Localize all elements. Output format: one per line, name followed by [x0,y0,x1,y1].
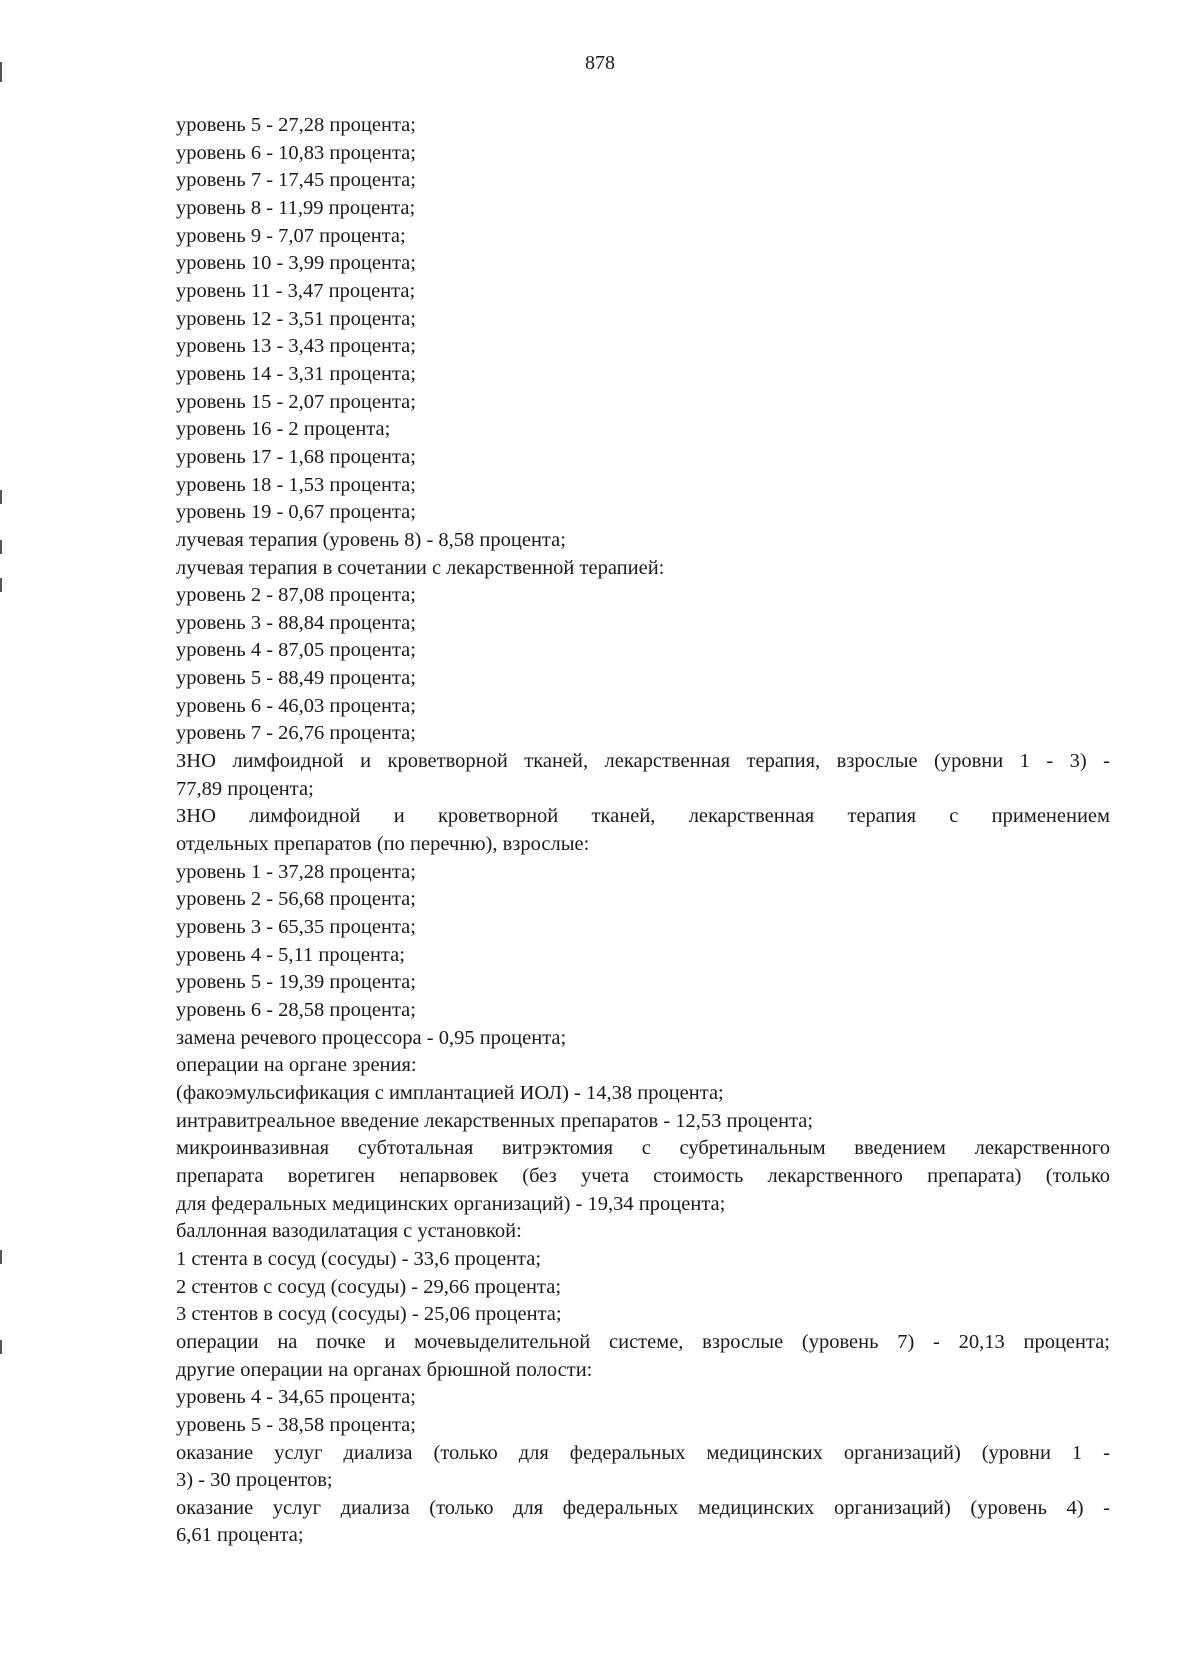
text-line: 3) - 30 процентов; [176,1469,333,1492]
text-line: лучевая терапия в сочетании с лекарственной терапией: [176,556,665,579]
text-line: уровень 13 - 3,43 процента; [176,335,416,358]
text-line: уровень 7 - 17,45 процента; [176,169,416,192]
text-line: уровень 18 - 1,53 процента; [176,473,416,496]
text-line: (факоэмульсификация с имплантацией ИОЛ) - 14,38 процента; [176,1081,724,1104]
text-line: микроинвазивная субтотальная витрэктомия с субретинальным введением лекарственного [176,1137,1110,1160]
text-line: уровень 6 - 28,58 процента; [176,999,416,1021]
text-line: уровень 2 - 87,08 процента; [176,584,416,607]
text-line: уровень 5 - 19,39 процента; [176,971,416,994]
scan-mark [0,1340,2,1354]
text-line: 6,61 процента; [176,1524,304,1547]
text-line: уровень 3 - 88,84 процента; [176,611,416,634]
text-line: отдельных препаратов (по перечню), взрослые: [176,833,590,856]
text-line: уровень 4 - 34,65 процента; [176,1386,416,1409]
text-line: ЗНО лимфоидной и кроветворной тканей, лекарственная терапия с применением [176,805,1110,828]
text-line: лучевая терапия (уровень 8) - 8,58 процента; [176,528,566,551]
scan-mark [0,540,2,554]
text-line: операции на органе зрения: [176,1054,417,1077]
text-line: уровень 2 - 56,68 процента; [176,888,416,911]
document-body [176,112,1110,1550]
text-line: уровень 9 - 7,07 процента; [176,224,406,247]
text-line: уровень 16 - 2 процента; [176,418,391,441]
text-line: уровень 6 - 10,83 процента; [176,141,416,164]
text-line: уровень 7 - 26,76 процента; [176,722,416,745]
text-line: операции на почке и мочевыделительной системе, взрослые (уровень 7) - 20,13 процента; [176,1330,1110,1353]
text-line: 77,89 процента; [176,777,314,800]
text-line: уровень 10 - 3,99 процента; [176,252,416,275]
text-line: препарата воретиген непарвовек (без учета стоимость лекарственного препарата) (только [176,1164,1110,1187]
text-line: замена речевого процессора - 0,95 процента; [176,1026,567,1049]
text-line: уровень 5 - 38,58 процента; [176,1413,416,1436]
text-line: уровень 19 - 0,67 процента; [176,501,416,524]
text-line: уровень 3 - 65,35 процента; [176,916,416,939]
text-line: 3 стентов в сосуд (сосуды) - 25,06 процента; [176,1303,562,1326]
text-line: уровень 12 - 3,51 процента; [176,307,416,330]
text-line: уровень 5 - 88,49 процента; [176,667,416,690]
page-number: 878 [585,52,615,74]
text-line: уровень 5 - 27,28 процента; [176,114,416,136]
text-line: 2 стентов с сосуд (сосуды) - 29,66 процента; [176,1275,562,1298]
text-line: другие операции на органах брюшной полости: [176,1358,593,1381]
text-line: уровень 6 - 46,03 процента; [176,694,416,717]
text-line: оказание услуг диализа (только для федеральных медицинских организаций) (уровень 4) - [176,1496,1110,1519]
scan-mark [0,578,2,592]
text-line: уровень 14 - 3,31 процента; [176,362,416,385]
text-line: уровень 1 - 37,28 процента; [176,860,416,883]
text-line: баллонная вазодилатация с установкой: [176,1220,522,1243]
text-line: уровень 15 - 2,07 процента; [176,390,416,413]
text-line: уровень 4 - 5,11 процента; [176,943,405,966]
text-line: уровень 4 - 87,05 процента; [176,639,416,662]
text-line: уровень 8 - 11,99 процента; [176,196,416,219]
text-line: для федеральных медицинских организаций) - 19,34 процента; [176,1192,726,1215]
text-line: уровень 17 - 1,68 процента; [176,445,416,468]
text-line: оказание услуг диализа (только для федеральных медицинских организаций) (уровни 1 - [176,1441,1110,1464]
text-line: ЗНО лимфоидной и кроветворной тканей, лекарственная терапия, взрослые (уровни 1 - 3) - [176,750,1110,773]
text-line: 1 стента в сосуд (сосуды) - 33,6 процента; [176,1247,542,1270]
scan-mark [0,1250,2,1264]
text-line: интравитреальное введение лекарственных препаратов - 12,53 процента; [176,1109,814,1132]
text-line: уровень 11 - 3,47 процента; [176,279,416,302]
scan-mark [0,490,2,504]
